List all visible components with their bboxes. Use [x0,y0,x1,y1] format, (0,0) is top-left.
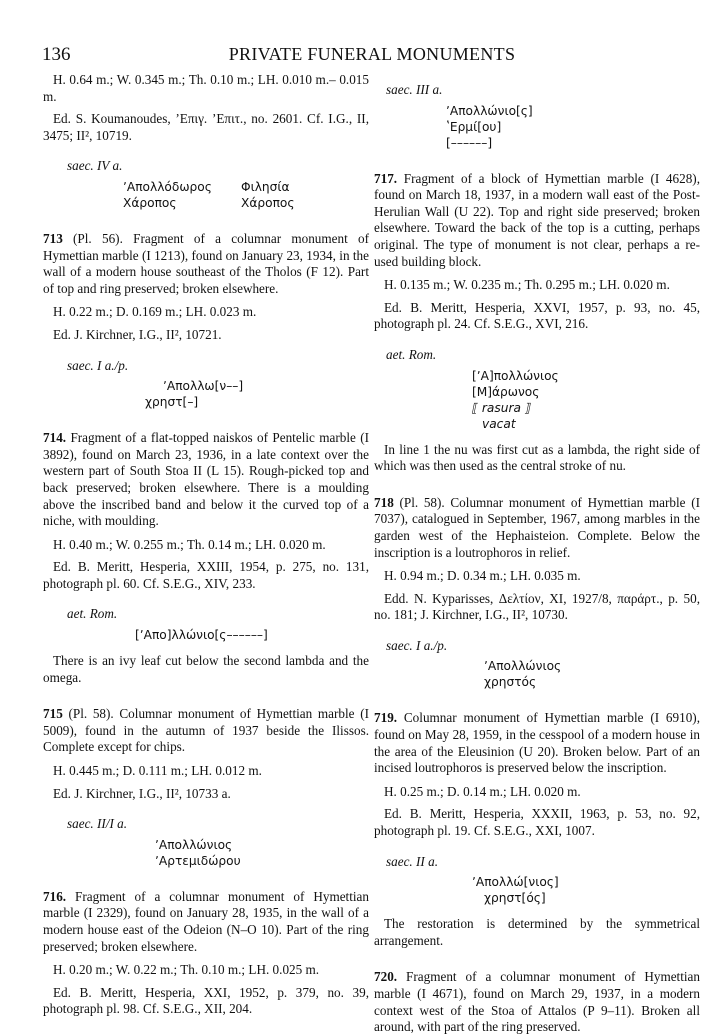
entry-description: Fragment of a columnar monument of Hymettian marble (I 2329), found on January 28, 1935, in the wall of a modern house east of the Odeion (N–O 10). Part of the ring preserved; broken elsewhere. [43,888,369,954]
entry-716 [43,889,369,955]
inscription-line: Χάροπος [241,195,295,210]
page-number: 136 [42,44,71,65]
inscription-line: ʼΑπολλώ[νιος] [472,875,559,890]
entry-719 [374,710,700,776]
entry-719-dimensions: H. 0.25 m.; D. 0.14 m.; LH. 0.020 m. [384,783,581,799]
entry-714-date: aet. Rom. [67,606,118,622]
right-column [374,72,700,1036]
entry-717 [374,171,700,271]
inscription-line: χρηστ[ός] [484,891,546,906]
entry-description: Fragment of a flat-topped naiskos of Pentelic marble (I 3892), found on March 23, 1936, in a late context over the western part of South Stoa II (L 15). Rough-picked top and back preserved; broken elsewhere. There is a moulding above the inscribed band and below it the curved top of a niche, with moulding. [43,430,369,529]
left-column [43,72,369,1018]
entry-714-edition: Ed. B. Meritt, Hesperia, XXIII, 1954, p. 275, no. 131, photograph pl. 60. Cf. S.E.G., XIV, 233. [43,559,369,591]
entry-717-note: In line 1 the nu was first cut as a lambda, the right side of which was then used as the central stroke of nu. [374,441,700,474]
entry-713-dimensions: H. 0.22 m.; D. 0.169 m.; LH. 0.023 m. [53,304,257,320]
inscription-line: χρηστός [484,675,537,690]
entry-number: 719. [374,710,398,726]
entry-716-date: saec. III a. [386,82,443,97]
entry-717-inscription [472,368,700,432]
entry-712-dimensions: H. 0.64 m.; W. 0.345 m.; Th. 0.10 m.; LH. 0.010 m.– 0.015 m. [43,72,369,104]
entry-714 [43,430,369,530]
running-title: PRIVATE FUNERAL MONUMENTS [228,44,516,64]
entry-719-edition: Ed. B. Meritt, Hesperia, XXXII, 1963, p. 53, no. 92, photograph pl. 19. Cf. S.E.G., XXI, 1007. [374,806,700,839]
entry-713-date: saec. I a./p. [67,357,129,373]
inscription-line: ʼΑπολλώνιο[ς] [446,103,533,118]
plate-ref: (Pl. 58). [62,706,120,722]
entry-718-inscription [484,658,700,690]
inscription-line: Φιλησία [241,179,290,194]
plate-ref: (Pl. 58). [393,494,451,510]
entry-712-edition: Ed. S. Koumanoudes, ʼΕπιγ. ʼΕπιτ., no. 2601. Cf. I.G., II, 3475; II², 10719. [43,111,369,143]
entry-717-edition: Ed. B. Meritt, Hesperia, XXVI, 1957, p. 93, no. 45, photograph pl. 24. Cf. S.E.G., XVI, 216. [374,299,700,332]
entry-716-edition: Ed. B. Meritt, Hesperia, XXI, 1952, p. 379, no. 39, photograph pl. 98. Cf. S.E.G., XII, 204. [43,984,369,1017]
entry-714-inscription [135,627,369,643]
entry-716-dimensions: H. 0.20 m.; W. 0.22 m.; Th. 0.10 m.; LH. 0.025 m. [53,962,320,978]
entry-713-inscription [145,378,369,410]
entry-712-inscription [123,179,369,211]
entry-713-edition: Ed. J. Kirchner, I.G., II², 10721. [53,326,222,342]
entry-715 [43,706,369,756]
entry-719-date: saec. II a. [386,853,438,869]
page-header [42,44,702,68]
entry-718 [374,495,700,561]
entry-717-dimensions: H. 0.135 m.; W. 0.235 m.; Th. 0.295 m.; LH. 0.020 m. [384,277,670,293]
entry-number: 714. [43,430,67,446]
inscription-line: [––––––] [446,135,493,150]
inscription-line: χρηστ[–] [145,395,199,410]
entry-description: Fragment of a columnar monument of Hymettian marble (I 1213), found on January 23, 1934, in the wall of a modern house southeast of the Tholos (F 12). Part of top and ring preserved; broken elsewhere. [43,230,369,296]
entry-description: Columnar monument of Hymettian marble (I 6910), found on May 28, 1959, in the cesspool of a modern house in the area of the Eleusinion (U 20). Broken below. Part of an incised loutrophoros is preserved below the inscription. [374,710,700,776]
entry-715-date: saec. II/I a. [67,816,128,832]
entry-720 [374,969,700,1035]
entry-717-date: aet. Rom. [386,346,437,362]
entry-714-dimensions: H. 0.40 m.; W. 0.255 m.; Th. 0.14 m.; LH. 0.020 m. [53,536,326,552]
inscription-line: ʼΑπολλω[ν––] [163,379,244,394]
entry-715-dimensions: H. 0.445 m.; D. 0.111 m.; LH. 0.012 m. [53,763,262,779]
entry-description: Fragment of a block of Hymettian marble (I 4628), found on March 18, 1937, in a modern wall east of the Post-Herulian Wall (U 22). Top and right side preserved; broken elsewhere. Toward the back of the top is a cutting, perhaps original. The type of monument is not clear, perhaps a re-used building block. [374,170,700,269]
inscription-line: ʼΑπολλόδωρος [123,179,212,194]
inscription-line: [Μ]άρωνος [472,384,540,399]
entry-number: 720. [374,969,398,985]
entry-715-inscription [155,837,369,869]
inscription-line: ʼΑπολλώνιος [155,837,233,852]
entry-number: 718 [374,494,394,510]
inscription-line: [ʼΑ]πολλώνιος [472,368,559,383]
entry-description: Columnar monument of Hymettian marble (I 5009), found in the autumn of 1937 beside the Ilissos. Complete except for chips. [43,706,369,755]
entry-718-dimensions: H. 0.94 m.; D. 0.34 m.; LH. 0.035 m. [384,568,581,584]
entry-number: 715 [43,706,63,722]
entry-description: Columnar monument of Hymettian marble (I 7037), catalogued in September, 1967, among marbles in the garden west of the Hephaisteion. Complete. Below the inscription is a loutrophoros in relief. [374,494,700,560]
inscription-line: [ʼΑπο]λλώνιο[ς––––––] [135,628,268,643]
entry-719-inscription [472,874,700,906]
entry-719-note: The restoration is determined by the symmetrical arrangement. [374,916,700,948]
inscription-line: ʽΕρμί[ου] [446,119,502,134]
inscription-line: ʼΑπολλώνιος [484,659,562,674]
inscription-line: Χάροπος [123,195,177,210]
entry-714-note: There is an ivy leaf cut below the second lambda and the omega. [43,653,369,685]
entry-number: 717. [374,170,398,186]
inscription-line: ⟦ rasura ⟧ [472,400,531,415]
entry-713 [43,231,369,297]
plate-ref: (Pl. 56). [62,230,134,246]
entry-description: Fragment of a columnar monument of Hymettian marble (I 4671), found on March 29, 1937, in a modern context west of the Stoa of Attalos (P 9–11). Broken all around, with part of the ring preserved. [374,969,700,1035]
entry-712-date: saec. IV a. [67,158,123,174]
entry-number: 713 [43,230,63,246]
entry-number: 716. [43,888,67,904]
entry-718-date: saec. I a./p. [386,637,448,653]
inscription-line: vacat [482,416,516,431]
entry-716-inscription [446,103,700,151]
entry-718-edition: Edd. N. Kyparisses, Δελτίον, XI, 1927/8, παράρτ., p. 50, no. 181; J. Kirchner, I.G., II², 10730. [374,590,700,623]
entry-715-edition: Ed. J. Kirchner, I.G., II², 10733 a. [53,785,231,801]
inscription-line: ʼΑρτεμιδώρου [155,853,241,868]
